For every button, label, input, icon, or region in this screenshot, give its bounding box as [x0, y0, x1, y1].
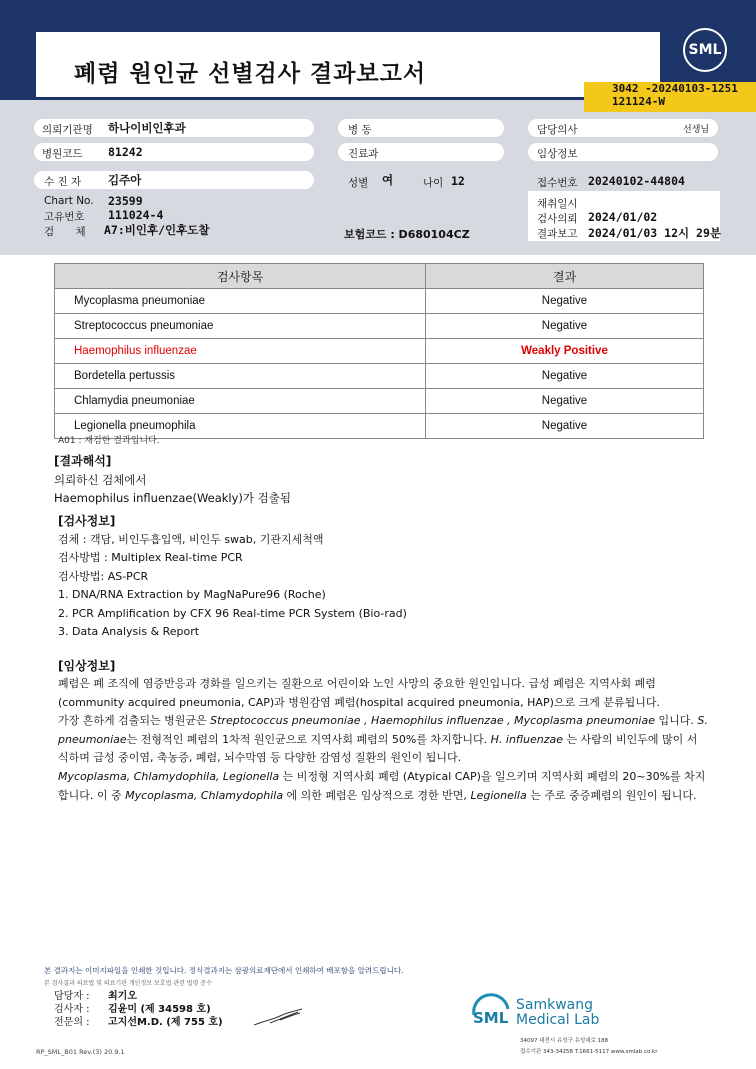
test-result: Negative — [426, 364, 704, 389]
interpretation-line2: Haemophilus influenzae(Weakly)가 검출됨 — [54, 491, 292, 505]
specimen-value: A7:비인후/인후도찰 — [104, 223, 210, 237]
report-code-line1: 3042 -20240103-1251 — [612, 82, 738, 95]
insurance-code: 보험코드 : D680104CZ — [344, 228, 470, 241]
signatories — [54, 990, 223, 1029]
lab-name-line1: Samkwang — [516, 997, 593, 1013]
institution-label: 의뢰기관명 — [42, 124, 93, 136]
person-row: 담당자 : 최기오 — [54, 991, 137, 1002]
test-info-line: 2. PCR Amplification by CFX 96 Real-time PCR System (Bio-rad) — [58, 606, 407, 620]
department-label: 진료과 — [348, 148, 379, 160]
test-info-line: 1. DNA/RNA Extraction by MagNaPure96 (Roche) — [58, 588, 326, 601]
footer-notice: 본 결과지는 이미지파일을 인쇄한 것입니다. 정식결과지는 삼광의료재단에서 인쇄하여 배포함을 알려드립니다. — [44, 966, 404, 975]
lab-name — [516, 998, 599, 1028]
test-item: Haemophilus influenzae — [55, 339, 426, 364]
test-item: Streptococcus pneumoniae — [55, 314, 426, 339]
age-value: 12 — [451, 174, 465, 188]
report-title: 폐렴 원인균 선별검사 결과보고서 — [74, 61, 427, 87]
interpretation-section — [54, 452, 291, 508]
sml-logo: SML — [683, 28, 727, 72]
report-code-line2: 121124-W — [612, 95, 665, 108]
test-item: Legionella pneumophila — [55, 414, 426, 439]
report-code — [612, 82, 738, 108]
hospital-code-label: 병원코드 — [42, 148, 83, 160]
test-info-line: 검체 : 객담, 비인두흡입액, 비인두 swab, 기관지세척액 — [58, 532, 324, 546]
interpretation-line1: 의뢰하신 검체에서 — [54, 472, 147, 487]
receipt-label: 접수번호 — [537, 177, 578, 189]
unique-no-label: 고유번호 — [44, 211, 85, 223]
chart-no-value: 23599 — [108, 194, 143, 208]
sex-label: 성별 — [348, 177, 369, 189]
test-result: Negative — [426, 289, 704, 314]
clinical-info-heading: [임상정보] — [58, 659, 116, 673]
collect-label: 채취일시 — [537, 198, 578, 210]
test-info-line: 검사방법 : Multiplex Real-time PCR — [58, 551, 243, 564]
lab-address — [520, 1036, 658, 1058]
svg-text:SML: SML — [473, 1009, 509, 1027]
test-item: Mycoplasma pneumoniae — [55, 289, 426, 314]
retest-note: A01 : 재검한 결과입니다. — [58, 436, 160, 446]
ward-label: 병 동 — [348, 124, 372, 136]
test-item: Bordetella pertussis — [55, 364, 426, 389]
specimen-label: 검 체 — [44, 226, 95, 238]
table-row — [55, 339, 704, 364]
chart-no-label: Chart No. — [44, 195, 94, 207]
patient-name: 김주아 — [108, 173, 142, 187]
test-result: Negative — [426, 314, 704, 339]
sml-lab-logo-icon — [470, 993, 512, 1033]
results-table — [54, 263, 704, 439]
table-row — [55, 289, 704, 314]
form-code: RP_SML_B01 Rev.(3) 20.9.1 — [36, 1048, 125, 1056]
test-item: Chlamydia pneumoniae — [55, 389, 426, 414]
doctor-label: 담당의사 — [537, 124, 578, 136]
lab-address-line: 34097 대전시 유성구 유성대로 188 — [520, 1038, 609, 1044]
clinical-paragraph-1: 폐렴은 폐 조직에 염증반응과 경화를 일으키는 질환으로 어린이와 노인 사망의 중요한 원인입니다. 급성 폐렴은 지역사회 폐렴 (community acquired pneumonia, CAP)과 병원감염 폐렴(hospital acquired pneumonia, HAP)으로 크게 분류됩니다. — [58, 677, 660, 709]
receipt-no: 20240102-44804 — [588, 174, 685, 188]
test-result: Negative — [426, 389, 704, 414]
sex-value: 여 — [382, 173, 394, 187]
interpretation-heading: [결과해석] — [54, 454, 112, 468]
table-header — [55, 264, 704, 289]
patient-label: 수 진 자 — [44, 176, 82, 188]
lab-contact-line: 접수기관 343-34258 T.1661-5117 www.smlab.co.kr — [520, 1049, 658, 1055]
lab-name-line2: Medical Lab — [516, 1012, 600, 1028]
hospital-code-value: 81242 — [108, 145, 143, 159]
request-label: 검사의뢰 — [537, 213, 578, 225]
age-label: 나이 — [423, 177, 444, 189]
unique-no-value: 111024-4 — [108, 208, 164, 222]
table-row — [55, 389, 704, 414]
header-result: 결과 — [426, 264, 704, 289]
report-date-label: 결과보고 — [537, 228, 578, 240]
doctor-suffix: 선생님 — [683, 125, 710, 135]
test-result: Weakly Positive — [426, 339, 704, 364]
institution-value: 하나이비인후과 — [108, 121, 186, 135]
test-result: Negative — [426, 414, 704, 439]
header-test-item: 검사항목 — [55, 264, 426, 289]
clinical-paragraph-2: 가장 흔하게 검출되는 병원균은 Streptococcus pneumoniae , Haemophilus influenzae , Mycoplasma pneumoniae 입니다. S. pneumoniae는 전형적인 폐렴의 1차적 원인균으로 지역사회 폐렴의 50%를 차지합니다. H. influenzae 는 사람의 비인두에 많이 서식하며 급성 중이염, 축농증, 폐렴, 뇌수막염 등 다양한 감염성 질환의 원인이 됩니다. — [58, 714, 708, 765]
clinical-paragraph-3: Mycoplasma, Chlamydophila, Legionella 는 비정형 지역사회 폐렴 (Atypical CAP)을 일으키며 지역사회 폐렴의 20~30%를 차지합니다. 이 중 Mycoplasma, Chlamydophila 에 의한 폐렴은 임상적으로 경한 반면, Legionella 는 주로 중증폐렴의 원인이 됩니다. — [58, 769, 706, 802]
table-row — [55, 364, 704, 389]
clinical-label: 임상정보 — [537, 148, 578, 160]
request-date: 2024/01/02 — [588, 210, 658, 224]
specialist-row: 전문의 : 고지선M.D. (제 755 호) — [54, 1017, 223, 1028]
report-date: 2024/01/03 12시 29분 — [588, 226, 721, 240]
test-info-line: 3. Data Analysis & Report — [58, 625, 200, 638]
table-row — [55, 314, 704, 339]
test-info-section — [58, 512, 407, 642]
test-info-heading: [검사정보] — [58, 514, 116, 528]
footer-notice-2: 본 검사결과 의료법 및 의료기관 개인정보 보호법 관련 법령 준수 — [44, 980, 212, 987]
test-info-line: 검사방법: AS-PCR — [58, 569, 149, 583]
signature — [250, 1003, 310, 1031]
clinical-info-text — [58, 675, 708, 805]
examiner-row: 검사자 : 김윤미 (제 34598 호) — [54, 1004, 211, 1015]
